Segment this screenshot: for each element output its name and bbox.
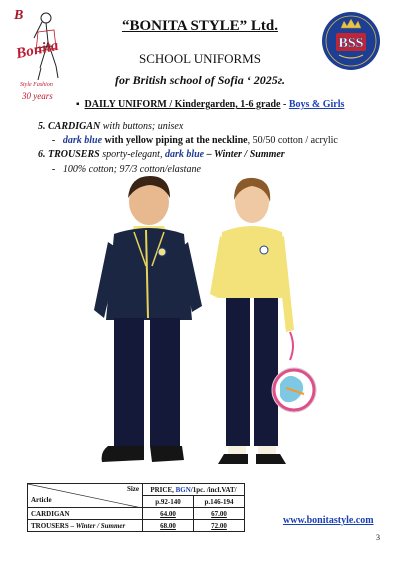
section-heading <box>76 99 344 110</box>
boy-figure <box>94 176 202 462</box>
row-article <box>28 508 143 520</box>
detail-fabric: 100% cotton; 97/3 cotton/elastane <box>62 164 201 175</box>
table-row <box>28 508 245 520</box>
detail-fabric: , 50/50 cotton / acrylic <box>247 135 338 146</box>
document-subtitle: SCHOOL UNIFORMS <box>139 51 261 66</box>
price-table <box>27 483 245 532</box>
price-currency: BGN <box>175 485 191 494</box>
item-trousers <box>38 149 285 160</box>
detail-dash: - <box>52 135 56 146</box>
school-line: for British school of Sofia ‘ 2025г. <box>115 73 285 87</box>
table-row <box>28 520 245 532</box>
logo-brand-text: Bonita <box>14 37 60 63</box>
logo-tagline: Style Fashion <box>20 82 53 88</box>
company-title: “BONITA STYLE” Ltd. <box>121 18 279 34</box>
item-name: TROUSERS <box>48 149 100 160</box>
detail-piping: with yellow piping at the neckline <box>102 135 248 146</box>
article-label: Article <box>31 496 52 504</box>
article-name: CARDIGAN <box>31 509 70 518</box>
detail-dash: - <box>52 164 56 175</box>
item-color: dark blue <box>164 149 205 160</box>
crest-letters: BSS <box>338 36 364 51</box>
section-label: DAILY UNIFORM / Kindergarden, 1-6 grade <box>84 99 281 110</box>
price-label-2: /1pc. /incl.VAT/ <box>190 485 237 494</box>
price-label-1: PRICE, <box>150 485 176 494</box>
crest-icon <box>321 11 381 71</box>
girl-figure <box>210 178 316 464</box>
row-price-1: 68.00 <box>143 520 194 532</box>
item-desc: with buttons; unisex <box>100 121 184 132</box>
item-desc: sporty-elegant, <box>99 149 165 160</box>
bss-crest-logo <box>321 11 381 71</box>
item-cardigan <box>38 121 183 132</box>
item-name: CARDIGAN <box>48 121 101 132</box>
item-number: 6. <box>38 149 46 160</box>
row-article <box>28 520 143 532</box>
bullet-marker: ▪ <box>76 99 85 110</box>
item-cardigan-detail <box>52 135 338 146</box>
article-note: Winter / Summer <box>75 521 126 530</box>
website-link[interactable]: www.bonitastyle.com <box>283 515 374 526</box>
price-header <box>143 484 245 496</box>
row-price-2: 72.00 <box>194 520 245 532</box>
table-header-size-article <box>28 484 143 508</box>
detail-color: dark blue <box>62 135 103 146</box>
size-range-1: p.92-140 <box>143 496 194 508</box>
row-price-2: 67.00 <box>194 508 245 520</box>
item-season: – Winter / Summer <box>204 149 285 160</box>
article-name: TROUSERS – <box>31 521 76 530</box>
uniform-photo <box>64 170 334 480</box>
row-price-1: 64.00 <box>143 508 194 520</box>
logo-mark: B <box>14 8 24 23</box>
size-label: Size <box>126 485 139 493</box>
page-number: 3 <box>376 533 380 542</box>
item-number: 5. <box>38 121 46 132</box>
logo-years: 30 years <box>22 91 53 101</box>
section-separator: - <box>280 99 289 110</box>
section-audience: Boys & Girls <box>288 99 345 110</box>
size-range-2: p.146-194 <box>194 496 245 508</box>
